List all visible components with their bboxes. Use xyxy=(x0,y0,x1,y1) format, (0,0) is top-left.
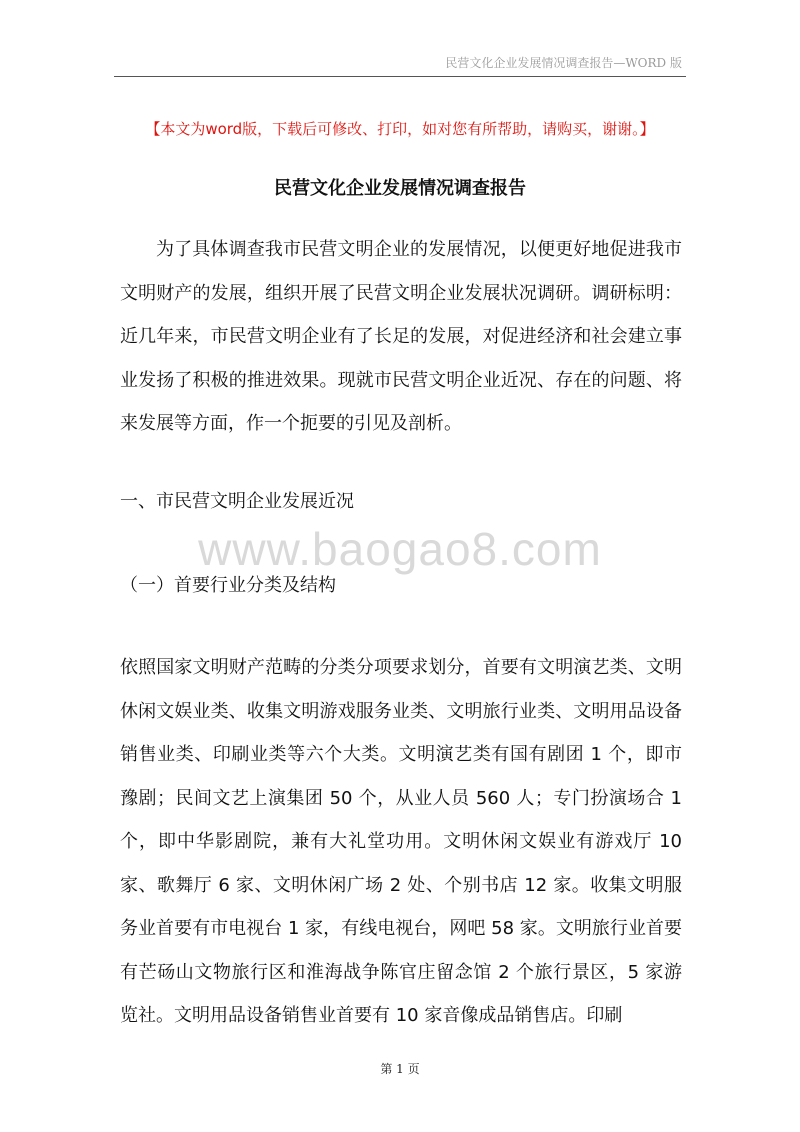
watermark: www.baogao8.com xyxy=(198,523,602,575)
body-paragraph: 依照国家文明财产范畴的分类分项要求划分，首要有文明演艺类、文明休闲文娱业类、收集文明游戏服务业类、文明旅行业类、文明用品设备销售业类、印刷业类等六个大类。文明演艺类有国有剧团 1 个，即市豫剧；民间文艺上演集团 50 个，从业人员 560 人；专门扮演场合 1 个，即中华影剧院，兼有大礼堂功用。文明休闲文娱业有游戏厅 10 家、歌舞厅 6 家、文明休闲广场 2 处、个别书店 12 家。收集文明服务业首要有市电视台 1 家，有线电视台，网吧 58 家。文明旅行业首要有芒砀山文物旅行区和淮海战争陈官庄留念馆 2 个旅行景区，5 家游览社。文明用品设备销售业首要有 10 家音像成品销售店。印刷 xyxy=(120,657,682,1026)
section-heading: 一、市民营文明企业发展近况 xyxy=(120,491,354,512)
page-number: 第 1 页 xyxy=(380,1062,420,1076)
page-title: 民营文化企业发展情况调查报告 xyxy=(274,178,526,199)
intro-paragraph: 为了具体调查我市民营文明企业的发展情况，以便更好地促进我市文明财产的发展，组织开展了民营文明企业发展状况调研。调研标明：近几年来，市民营文明企业有了长足的发展，对促进经济和社会建立事业发扬了积极的推进效果。现就市民营文明企业近况、存在的问题、将来发展等方面，作一个扼要的引见及剖析。 xyxy=(120,239,682,434)
header-divider xyxy=(114,76,686,77)
purchase-notice: 【本文为word版，下载后可修改、打印，如对您有所帮助，请购买，谢谢。】 xyxy=(145,120,655,138)
subsection-heading: （一）首要行业分类及结构 xyxy=(120,575,336,596)
running-header: 民营文化企业发展情况调查报告—WORD 版 xyxy=(445,56,682,70)
